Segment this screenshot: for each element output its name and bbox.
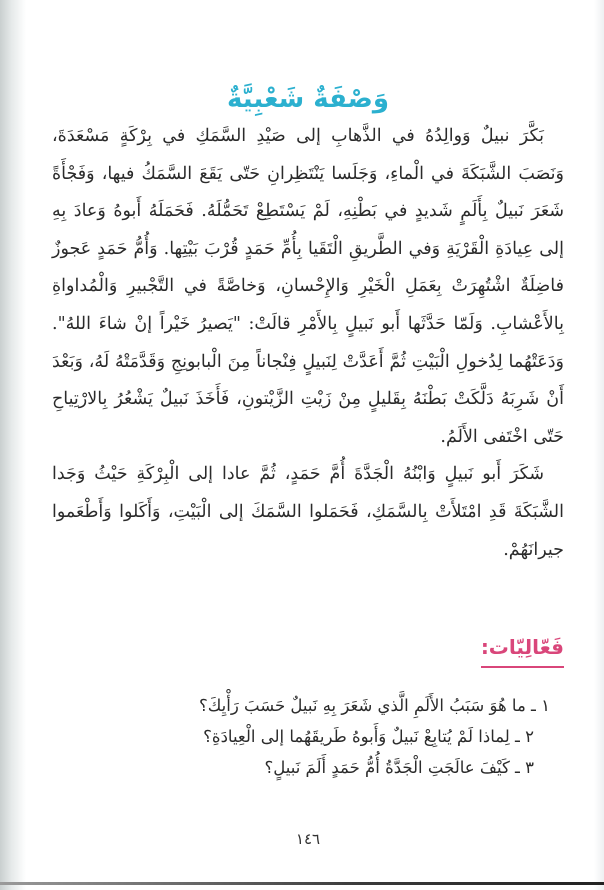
story-paragraph-1: بَكَّرَ نبيلٌ وَوالِدُهُ في الذَّهابِ إلى صَيْدِ السَّمَكِ في بِرْكَةٍ مَسْعَدَةَ، وَنَصَبَ الشَّبَكَةَ في الْماءِ، وَجَلَسا يَنْتَظِرانِ حَتّى يَقَعَ السَّمَكُ فيها، وَفَجْأَةً شَعَرَ نَبيلٌ بِأَلَمٍ شَديدٍ في بَطْنِهِ، لَمْ يَسْتَطِعْ تَحَمُّلَهُ. فَحَمَلَهُ أَبوهُ وَعادَ بِهِ إلى عِيادَةِ الْقَرْيَةِ وَفي الطَّريقِ الْتَقَيا بِأُمِّ حَمَدٍ قُرْبَ بَيْتِها. وَأُمُّ حَمَدٍ عَجوزٌ فاضِلَةٌ اشْتُهِرَتْ بِعَمَلِ الْخَيْرِ وَالإِحْسانِ، وَخاصَّةً في التَّجْبيرِ وَالْمُداواةِ بِالأَعْشابِ. وَلَمّا حَدَّثَها أَبو نَبيلٍ بِالأَمْرِ قالَتْ: "يَصيرُ خَيْراً إنْ شاءَ اللهُ". وَدَعَتْهُما لِدُخولِ الْبَيْتِ ثُمَّ أَعَدَّتْ لِنَبيلٍ فِنْجاناً مِنَ الْبابونِجِ وَقَدَّمَتْهُ لَهُ، وَبَعْدَ أَنْ شَرِبَهُ دَلَّكَتْ بَطْنَهُ بِقَليلٍ مِنْ زَيْتِ الزَّيْتونِ، فَأَخَذَ نَبيلٌ يَشْعُرُ بِالارْتِياحِ حَتّى اخْتَفى الأَلَمُ. bbox=[52, 126, 564, 447]
question-2: ٢ ـ لِماذا لَمْ يُتابِعْ نَبيلٌ وَأَبوهُ طَريقَهُما إلى الْعِيادَةِ؟ bbox=[203, 727, 534, 746]
question-1: ١ ـ ما هُوَ سَبَبُ الأَلَمِ الَّذي شَعَرَ بِهِ نَبيلٌ حَسَبَ رَأْيِكَ؟ bbox=[199, 696, 550, 715]
activities-heading: فَعّالِيّات: bbox=[481, 632, 564, 668]
page-binding-shadow bbox=[0, 0, 26, 890]
scan-bottom-edge bbox=[0, 882, 604, 885]
activities-questions bbox=[52, 690, 564, 783]
story-text bbox=[52, 118, 564, 569]
page-number: ١٤٦ bbox=[295, 830, 321, 848]
page-edge-shadow bbox=[594, 0, 604, 890]
question-3: ٣ ـ كَيْفَ عالَجَتِ الْجَدَّةُ أُمُّ حَمَدٍ أَلَمَ نَبيلٍ؟ bbox=[264, 758, 534, 777]
story-paragraph-2: شَكَرَ أَبو نَبيلٍ وَابْنُهُ الْجَدَّةَ أُمَّ حَمَدٍ، ثُمَّ عادا إلى الْبِرْكَةِ حَيْثُ وَجَدا الشَّبَكَةَ قَدِ امْتَلأَتْ بِالسَّمَكِ، فَحَمَلوا السَّمَكَ إلى الْبَيْتِ، وَأَكَلوا وَأَطْعَموا جيرانَهُمْ. bbox=[52, 464, 564, 560]
lesson-title: وَصْفَةٌ شَعْبِيَّةٌ bbox=[226, 84, 390, 115]
